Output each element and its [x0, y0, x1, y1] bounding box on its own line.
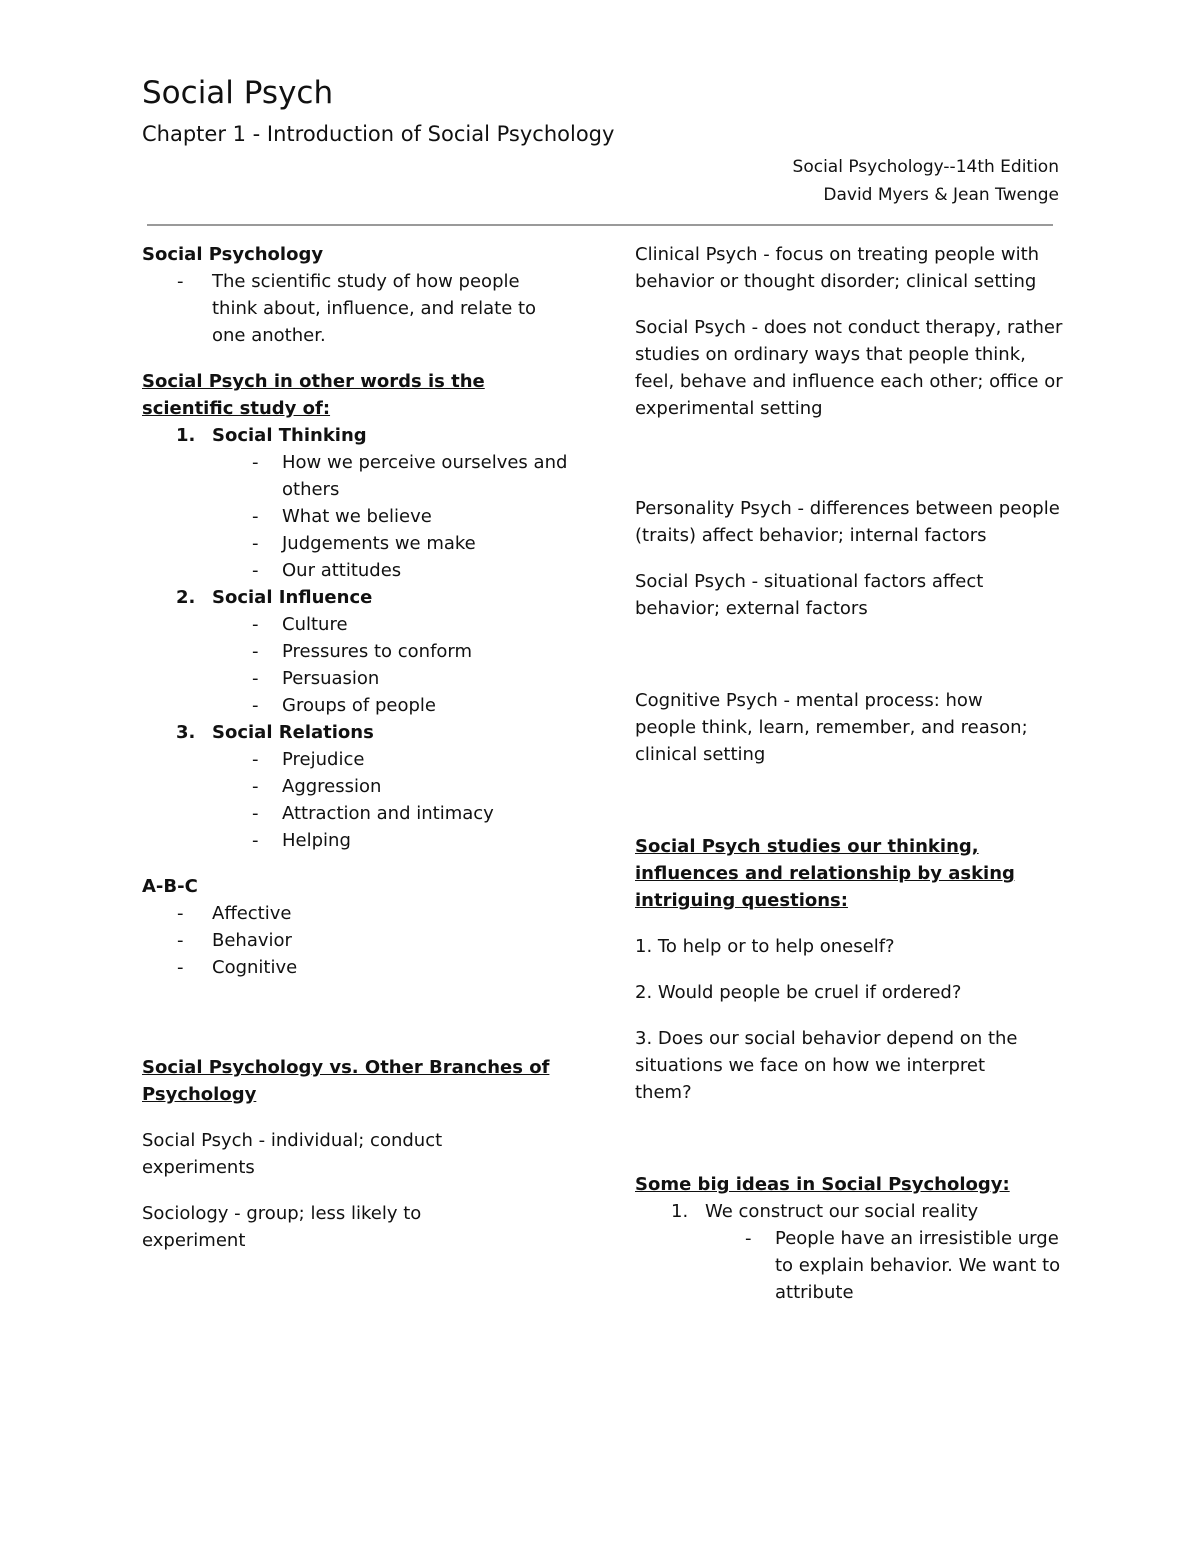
- list-item: - Affective: [142, 900, 592, 927]
- cognitive-psych-text: Cognitive Psych - mental process: how people think, learn, remember, and reason; clinical setting: [635, 690, 1028, 765]
- list-item: - Behavior: [142, 927, 592, 954]
- list-item: - Judgements we make: [212, 530, 592, 557]
- question-item: 3. Does our social behavior depend on the situations we face on how we interpret them?: [635, 1028, 1018, 1103]
- page-title: Social Psych: [142, 75, 334, 111]
- list-item: - How we perceive ourselves and others: [212, 449, 582, 503]
- list-item: - Pressures to conform: [212, 638, 592, 665]
- list-item: [142, 584, 592, 719]
- list-item: [142, 719, 592, 854]
- list-item: - What we believe: [212, 503, 592, 530]
- list-item: - Aggression: [212, 773, 592, 800]
- abc-heading: A-B-C: [142, 876, 198, 897]
- edition-info: [793, 153, 1059, 209]
- list-item: - People have an irresistible urge to explain behavior. We want to attribute: [705, 1225, 1065, 1306]
- social-vs-personality-text: Social Psych - situational factors affect behavior; external factors: [635, 571, 984, 619]
- study-list: [142, 422, 592, 854]
- item-number: 3.: [176, 722, 196, 743]
- item-title: Social Thinking: [212, 425, 367, 446]
- clinical-psych-text: Clinical Psych - focus on treating people with behavior or thought disorder; clinical setting: [635, 244, 1040, 292]
- list-item: - Culture: [212, 611, 592, 638]
- list-item: - The scientific study of how people think about, influence, and relate to one another.: [142, 268, 542, 349]
- item-number: 1.: [671, 1201, 689, 1222]
- personality-psych-text: Personality Psych - differences between people (traits) affect behavior; internal factors: [635, 498, 1060, 546]
- big-ideas-list: [635, 1198, 1065, 1306]
- branch-sociology: Sociology - group; less likely to experiment: [142, 1203, 422, 1251]
- list-item: - Our attitudes: [212, 557, 592, 584]
- other-words-heading: Social Psych in other words is the scientific study of:: [142, 371, 485, 419]
- definition-heading: Social Psychology: [142, 244, 324, 265]
- right-column: [635, 241, 1065, 1306]
- sub-list: [212, 449, 592, 584]
- item-title: We construct our social reality: [705, 1201, 979, 1222]
- definition-list: [142, 268, 592, 349]
- sub-list: [212, 746, 592, 854]
- list-item: - Groups of people: [212, 692, 592, 719]
- sub-list: [705, 1225, 1065, 1306]
- item-title: Social Influence: [212, 587, 373, 608]
- branches-heading: Social Psychology vs. Other Branches of Psychology: [142, 1057, 550, 1105]
- authors-text: David Myers & Jean Twenge: [823, 185, 1059, 205]
- list-item: - Attraction and intimacy: [212, 800, 592, 827]
- list-item: [142, 422, 592, 584]
- left-column: [142, 241, 592, 1254]
- big-ideas-heading: Some big ideas in Social Psychology:: [635, 1174, 1010, 1195]
- branch-social: Social Psych - individual; conduct experiments: [142, 1130, 443, 1178]
- header-divider: [147, 224, 1053, 226]
- question-item: 1. To help or to help oneself?: [635, 936, 895, 957]
- list-item: - Helping: [212, 827, 592, 854]
- sub-list: [212, 611, 592, 719]
- item-number: 1.: [176, 425, 196, 446]
- item-title: Social Relations: [212, 722, 374, 743]
- edition-text: Social Psychology--14th Edition: [792, 157, 1059, 177]
- chapter-subtitle: Chapter 1 - Introduction of Social Psychology: [142, 122, 615, 146]
- social-vs-clinical-text: Social Psych - does not conduct therapy, rather studies on ordinary ways that people think, feel, behave and influence each other; office or experimental setting: [635, 317, 1063, 419]
- list-item: - Persuasion: [212, 665, 592, 692]
- list-item: [635, 1198, 1065, 1306]
- questions-heading: Social Psych studies our thinking, influences and relationship by asking intriguing questions:: [635, 836, 1015, 911]
- list-item: - Cognitive: [142, 954, 592, 981]
- question-item: 2. Would people be cruel if ordered?: [635, 982, 962, 1003]
- item-number: 2.: [176, 587, 196, 608]
- list-item: - Prejudice: [212, 746, 592, 773]
- abc-list: [142, 900, 592, 981]
